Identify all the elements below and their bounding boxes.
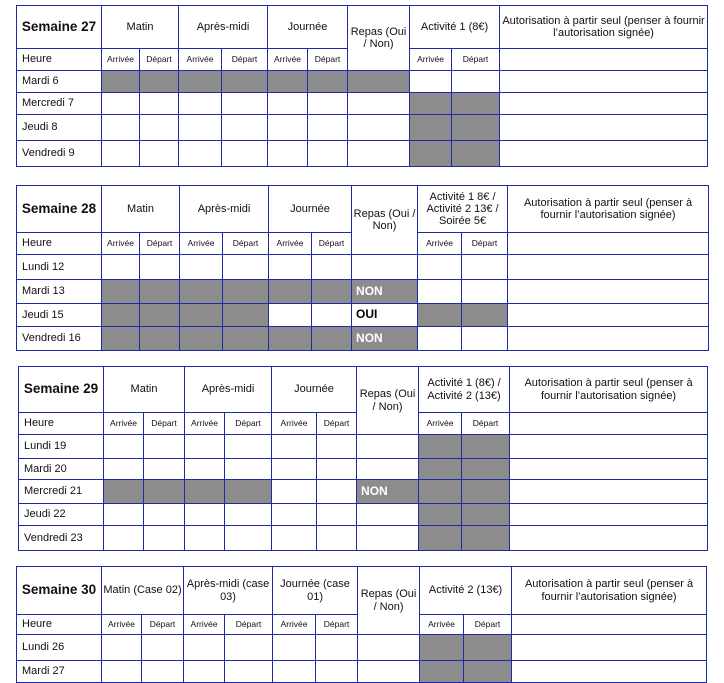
repas-cell[interactable] (358, 635, 420, 661)
day-label: Mardi 27 (17, 661, 102, 683)
matin-depart-cell[interactable] (140, 93, 179, 115)
day-label: Jeudi 22 (19, 504, 104, 526)
apres-midi-arrivee-cell[interactable] (179, 141, 222, 167)
repas-cell[interactable] (348, 141, 410, 167)
autorisation-cell[interactable] (510, 435, 708, 459)
arrivee-label: Arrivée (104, 413, 144, 435)
day-label: Vendredi 9 (17, 141, 102, 167)
autorisation-cell[interactable] (510, 526, 708, 551)
matin-depart-cell[interactable] (144, 504, 185, 526)
day-row (17, 93, 708, 115)
depart-label: Départ (462, 233, 508, 255)
activite-depart-cell (464, 661, 512, 683)
apres-midi-depart-cell[interactable] (225, 526, 272, 551)
journee-depart-cell[interactable] (317, 480, 357, 504)
apres-midi-depart-cell[interactable] (225, 435, 272, 459)
arrivee-label: Arrivée (269, 233, 312, 255)
repas-cell: NON (357, 480, 419, 504)
autorisation-cell[interactable] (510, 504, 708, 526)
journee-depart-cell[interactable] (316, 661, 358, 683)
week-title: Semaine 27 (17, 6, 102, 49)
apres-midi-arrivee-cell[interactable] (184, 661, 225, 683)
journee-depart-cell[interactable] (312, 304, 352, 327)
activite-arrivee-cell (419, 435, 462, 459)
arrivee-label: Arrivée (272, 413, 317, 435)
matin-arrivee-cell[interactable] (102, 93, 140, 115)
matin-arrivee-cell[interactable] (104, 504, 144, 526)
day-label: Jeudi 15 (17, 304, 102, 327)
apres-midi-arrivee-cell[interactable] (185, 435, 225, 459)
apres-midi-depart-cell[interactable] (225, 504, 272, 526)
apres-midi-header: Après-midi (case 03) (184, 567, 273, 615)
activite-depart-cell[interactable] (462, 280, 508, 304)
week-29-table (18, 366, 708, 551)
day-label: Vendredi 23 (19, 526, 104, 551)
apres-midi-depart-cell (222, 71, 268, 93)
week-title: Semaine 30 (17, 567, 102, 615)
activite-depart-cell[interactable] (462, 327, 508, 351)
arrivee-label: Arrivée (418, 233, 462, 255)
matin-arrivee-cell (102, 304, 140, 327)
day-row (17, 141, 708, 167)
apres-midi-arrivee-cell (185, 480, 225, 504)
apres-midi-arrivee-cell (180, 304, 223, 327)
heure-label: Heure (17, 233, 102, 255)
day-label: Jeudi 8 (17, 115, 102, 141)
journee-arrivee-cell (268, 71, 308, 93)
apres-midi-depart-cell (223, 304, 269, 327)
matin-depart-cell[interactable] (142, 661, 184, 683)
heure-label: Heure (17, 49, 102, 71)
activite-header: Activité 1 (8€) / Activité 2 (13€) (419, 367, 510, 413)
depart-label: Départ (140, 233, 180, 255)
week-27-table (16, 5, 708, 167)
autorisation-cell[interactable] (500, 49, 708, 71)
matin-depart-cell (140, 71, 179, 93)
journee-depart-cell[interactable] (308, 115, 348, 141)
journee-arrivee-cell[interactable] (272, 459, 317, 480)
journee-arrivee-cell[interactable] (272, 504, 317, 526)
journee-header: Journée (269, 186, 352, 233)
arrivee-label: Arrivée (102, 49, 140, 71)
apres-midi-depart-cell[interactable] (222, 141, 268, 167)
journee-depart-cell (308, 71, 348, 93)
matin-arrivee-cell[interactable] (104, 435, 144, 459)
day-row (17, 255, 709, 280)
activite-depart-cell (464, 635, 512, 661)
journee-depart-cell[interactable] (317, 526, 357, 551)
apres-midi-arrivee-cell[interactable] (185, 459, 225, 480)
journee-arrivee-cell[interactable] (273, 635, 316, 661)
journee-arrivee-cell[interactable] (269, 255, 312, 280)
matin-arrivee-cell (102, 327, 140, 351)
day-label: Mercredi 21 (19, 480, 104, 504)
matin-arrivee-cell[interactable] (102, 661, 142, 683)
depart-label: Départ (316, 615, 358, 635)
apres-midi-depart-cell (223, 280, 269, 304)
activite-depart-cell (462, 480, 510, 504)
matin-depart-cell (140, 280, 180, 304)
apres-midi-depart-cell[interactable] (222, 93, 268, 115)
day-label: Vendredi 16 (17, 327, 102, 351)
arrivee-label: Arrivée (419, 413, 462, 435)
matin-arrivee-cell[interactable] (102, 255, 140, 280)
day-row (19, 526, 708, 551)
journee-header: Journée (case 01) (273, 567, 358, 615)
apres-midi-depart-cell (223, 327, 269, 351)
journee-depart-cell[interactable] (308, 141, 348, 167)
journee-arrivee-cell[interactable] (272, 526, 317, 551)
autorisation-header: Autorisation à partir seul (penser à fournir l’autorisation signée) (508, 186, 709, 233)
repas-cell[interactable] (357, 504, 419, 526)
day-label: Lundi 12 (17, 255, 102, 280)
matin-depart-cell[interactable] (140, 141, 179, 167)
apres-midi-header: Après-midi (180, 186, 269, 233)
matin-header: Matin (104, 367, 185, 413)
day-label: Mardi 6 (17, 71, 102, 93)
depart-label: Départ (144, 413, 185, 435)
depart-label: Départ (140, 49, 179, 71)
depart-label: Départ (225, 413, 272, 435)
autorisation-cell[interactable] (500, 141, 708, 167)
autorisation-cell[interactable] (512, 615, 707, 635)
matin-depart-cell[interactable] (144, 526, 185, 551)
repas-header: Repas (Oui / Non) (357, 367, 419, 435)
autorisation-cell[interactable] (500, 71, 708, 93)
activite-arrivee-cell (410, 93, 452, 115)
depart-label: Départ (308, 49, 348, 71)
matin-depart-cell[interactable] (144, 435, 185, 459)
autorisation-cell[interactable] (500, 115, 708, 141)
autorisation-header: Autorisation à partir seul (penser à fournir l’autorisation signée) (500, 6, 708, 49)
depart-label: Départ (312, 233, 352, 255)
activite-depart-cell (462, 459, 510, 480)
matin-header: Matin (102, 6, 179, 49)
repas-cell[interactable] (352, 255, 418, 280)
autorisation-cell[interactable] (510, 459, 708, 480)
journee-arrivee-cell[interactable] (272, 435, 317, 459)
apres-midi-depart-cell (225, 480, 272, 504)
matin-arrivee-cell[interactable] (102, 141, 140, 167)
repas-cell[interactable]: OUI (352, 304, 418, 327)
journee-depart-cell[interactable] (317, 435, 357, 459)
arrivee-label: Arrivée (185, 413, 225, 435)
apres-midi-depart-cell[interactable] (225, 635, 273, 661)
matin-header: Matin (102, 186, 180, 233)
activite-depart-cell (452, 141, 500, 167)
day-row (17, 635, 707, 661)
journee-arrivee-cell[interactable] (268, 141, 308, 167)
activite-header: Activité 1 (8€) (410, 6, 500, 49)
arrivee-label: Arrivée (273, 615, 316, 635)
repas-header: Repas (Oui / Non) (352, 186, 418, 255)
arrivee-label: Arrivée (102, 233, 140, 255)
journee-depart-cell (312, 327, 352, 351)
arrivee-label: Arrivée (179, 49, 222, 71)
apres-midi-depart-cell[interactable] (225, 459, 272, 480)
arrivee-label: Arrivée (268, 49, 308, 71)
arrivee-label: Arrivée (410, 49, 452, 71)
repas-cell[interactable] (357, 435, 419, 459)
autorisation-cell[interactable] (508, 327, 709, 351)
repas-cell[interactable] (357, 459, 419, 480)
activite-arrivee-cell[interactable] (418, 255, 462, 280)
autorisation-cell[interactable] (508, 255, 709, 280)
day-label: Mercredi 7 (17, 93, 102, 115)
day-label: Lundi 19 (19, 435, 104, 459)
apres-midi-arrivee-cell[interactable] (179, 93, 222, 115)
journee-arrivee-cell[interactable] (268, 115, 308, 141)
matin-arrivee-cell (102, 280, 140, 304)
matin-depart-cell (144, 480, 185, 504)
activite-arrivee-cell (410, 141, 452, 167)
matin-depart-cell[interactable] (144, 459, 185, 480)
autorisation-header: Autorisation à partir seul (penser à fournir l’autorisation signée) (510, 367, 708, 413)
matin-depart-cell (140, 327, 180, 351)
activite-arrivee-cell (419, 459, 462, 480)
activite-arrivee-cell[interactable] (418, 280, 462, 304)
depart-label: Départ (462, 413, 510, 435)
activite-depart-cell[interactable] (452, 71, 500, 93)
arrivee-label: Arrivée (102, 615, 142, 635)
week-30-table (16, 566, 707, 683)
day-row (17, 115, 708, 141)
depart-label: Départ (464, 615, 512, 635)
apres-midi-arrivee-cell (180, 327, 223, 351)
apres-midi-arrivee-cell[interactable] (185, 504, 225, 526)
apres-midi-header: Après-midi (179, 6, 268, 49)
matin-arrivee-cell[interactable] (104, 459, 144, 480)
autorisation-cell[interactable] (512, 661, 707, 683)
matin-depart-cell[interactable] (140, 255, 180, 280)
matin-depart-cell[interactable] (140, 115, 179, 141)
apres-midi-arrivee-cell[interactable] (184, 635, 225, 661)
matin-arrivee-cell (102, 71, 140, 93)
journee-arrivee-cell (269, 280, 312, 304)
activite-depart-cell (452, 115, 500, 141)
heure-label: Heure (17, 615, 102, 635)
activite-arrivee-cell (420, 661, 464, 683)
depart-label: Départ (317, 413, 357, 435)
matin-arrivee-cell[interactable] (102, 635, 142, 661)
activite-depart-cell (462, 304, 508, 327)
depart-label: Départ (142, 615, 184, 635)
journee-arrivee-cell[interactable] (268, 93, 308, 115)
journee-depart-cell (312, 280, 352, 304)
autorisation-cell[interactable] (508, 280, 709, 304)
journee-depart-cell[interactable] (312, 255, 352, 280)
apres-midi-depart-cell[interactable] (222, 115, 268, 141)
apres-midi-arrivee-cell (180, 280, 223, 304)
day-label: Mardi 13 (17, 280, 102, 304)
journee-arrivee-cell (269, 327, 312, 351)
activite-header: Activité 1 8€ / Activité 2 13€ / Soirée 5€ (418, 186, 508, 233)
day-row (17, 327, 709, 351)
apres-midi-header: Après-midi (185, 367, 272, 413)
activite-arrivee-cell (419, 480, 462, 504)
day-row (17, 304, 709, 327)
matin-depart-cell[interactable] (142, 635, 184, 661)
heure-label: Heure (19, 413, 104, 435)
apres-midi-depart-cell[interactable] (223, 255, 269, 280)
activite-depart-cell (462, 435, 510, 459)
day-row (17, 661, 707, 683)
depart-label: Départ (452, 49, 500, 71)
autorisation-cell[interactable] (508, 233, 709, 255)
activite-arrivee-cell[interactable] (410, 71, 452, 93)
apres-midi-arrivee-cell[interactable] (185, 526, 225, 551)
week-28-table (16, 185, 709, 351)
day-row (17, 280, 709, 304)
repas-cell: NON (352, 327, 418, 351)
autorisation-cell[interactable] (500, 93, 708, 115)
autorisation-cell[interactable] (510, 413, 708, 435)
activite-depart-cell (462, 504, 510, 526)
activite-header: Activité 2 (13€) (420, 567, 512, 615)
autorisation-header: Autorisation à partir seul (penser à fournir l’autorisation signée) (512, 567, 707, 615)
matin-header: Matin (Case 02) (102, 567, 184, 615)
matin-arrivee-cell[interactable] (104, 526, 144, 551)
activite-arrivee-cell (419, 504, 462, 526)
journee-header: Journée (272, 367, 357, 413)
arrivee-label: Arrivée (420, 615, 464, 635)
depart-label: Départ (222, 49, 268, 71)
activite-arrivee-cell[interactable] (418, 327, 462, 351)
journee-arrivee-cell[interactable] (273, 661, 316, 683)
journee-depart-cell[interactable] (316, 635, 358, 661)
autorisation-cell[interactable] (508, 304, 709, 327)
repas-cell[interactable] (357, 526, 419, 551)
journee-depart-cell[interactable] (317, 459, 357, 480)
week-title: Semaine 29 (19, 367, 104, 413)
repas-cell[interactable] (358, 661, 420, 683)
day-row (17, 71, 708, 93)
activite-arrivee-cell (420, 635, 464, 661)
repas-header: Repas (Oui / Non) (358, 567, 420, 635)
matin-arrivee-cell[interactable] (102, 115, 140, 141)
journee-depart-cell[interactable] (308, 93, 348, 115)
autorisation-cell[interactable] (512, 635, 707, 661)
week-title: Semaine 28 (17, 186, 102, 233)
day-label: Mardi 20 (19, 459, 104, 480)
journee-depart-cell[interactable] (317, 504, 357, 526)
activite-depart-cell (462, 526, 510, 551)
matin-depart-cell (140, 304, 180, 327)
activite-arrivee-cell (418, 304, 462, 327)
day-row (19, 459, 708, 480)
journee-arrivee-cell[interactable] (269, 304, 312, 327)
apres-midi-arrivee-cell (179, 71, 222, 93)
depart-label: Départ (223, 233, 269, 255)
matin-arrivee-cell (104, 480, 144, 504)
apres-midi-arrivee-cell[interactable] (179, 115, 222, 141)
apres-midi-arrivee-cell[interactable] (180, 255, 223, 280)
day-label: Lundi 26 (17, 635, 102, 661)
activite-arrivee-cell (410, 115, 452, 141)
day-row (19, 480, 708, 504)
autorisation-cell[interactable] (510, 480, 708, 504)
arrivee-label: Arrivée (184, 615, 225, 635)
repas-cell[interactable] (348, 115, 410, 141)
apres-midi-depart-cell[interactable] (225, 661, 273, 683)
journee-header: Journée (268, 6, 348, 49)
repas-cell (348, 71, 410, 93)
arrivee-label: Arrivée (180, 233, 223, 255)
activite-arrivee-cell (419, 526, 462, 551)
day-row (19, 504, 708, 526)
repas-header: Repas (Oui / Non) (348, 6, 410, 71)
depart-label: Départ (225, 615, 273, 635)
activite-depart-cell[interactable] (462, 255, 508, 280)
repas-cell: NON (352, 280, 418, 304)
repas-cell[interactable] (348, 93, 410, 115)
activite-depart-cell (452, 93, 500, 115)
journee-arrivee-cell[interactable] (272, 480, 317, 504)
day-row (19, 435, 708, 459)
